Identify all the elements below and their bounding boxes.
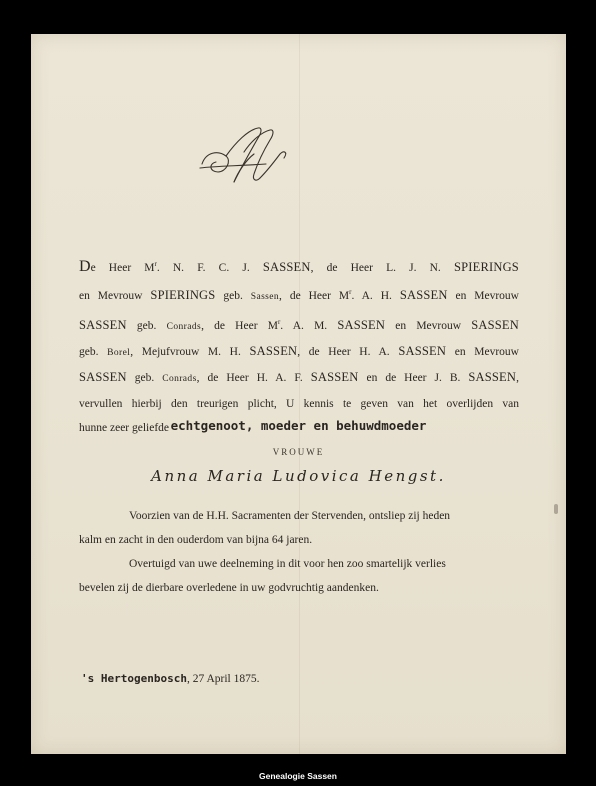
surname: SPIERINGS — [453, 259, 519, 274]
death-notice-paragraph — [79, 504, 519, 600]
place-name: 's Hertogenbosch — [81, 672, 187, 685]
text-run: en Mevrouw — [446, 345, 519, 358]
deceased-name: Anna Maria Ludovica Hengst. — [151, 467, 446, 485]
text-run: e Heer M — [90, 261, 155, 274]
text-run: geb. — [79, 345, 108, 358]
text-run: en Mevrouw — [447, 290, 519, 303]
maiden-name: Borel — [107, 347, 131, 358]
announcement-line-5 — [79, 365, 519, 392]
superscript: r — [349, 288, 352, 297]
text-run: , — [516, 372, 519, 385]
announcement-line-4 — [79, 339, 519, 366]
announcement-line-2 — [79, 280, 519, 309]
notice-line-3: Overtuigd van uwe deelneming in dit voor hen zoo smartelijk verlies — [129, 558, 446, 570]
text-run: geb. — [215, 290, 251, 303]
announcement-line-1 — [79, 252, 519, 280]
announcement-line-6: vervullen hierbij den treurigen plicht, U kennis te geven van het overlijden van — [79, 397, 519, 410]
mourning-card — [31, 34, 566, 754]
notice-line-1: Voorzien van de H.H. Sacramenten der Stervenden, ontsliep zij heden — [129, 510, 451, 522]
text-run: en Mevrouw — [79, 290, 151, 303]
text-run: . A. H. — [351, 290, 400, 303]
paper-blemish — [554, 504, 558, 514]
text-run: geb. — [126, 319, 167, 332]
text-run: , Mejufvrouw M. H. — [130, 345, 250, 358]
maiden-name: Sassen — [250, 292, 280, 303]
date: , 27 April 1875. — [186, 673, 260, 685]
announcement-line-7: hunne zeer geliefde — [79, 422, 170, 435]
text-run: en de Heer J. B. — [358, 372, 469, 385]
title-vrouwe: VROUWE — [272, 447, 325, 457]
surname: SASSEN — [399, 288, 448, 303]
text-run: geb. — [126, 372, 163, 385]
text-run: , de Heer H. A. F. — [196, 372, 311, 385]
superscript: r — [277, 317, 281, 326]
surname: SASSEN — [398, 343, 447, 358]
notice-line-4: bevelen zij de dierbare overledene in uw godvruchtig aandenken. — [79, 582, 379, 594]
source-credit: Genealogie Sassen — [259, 771, 337, 781]
text-run: . A. M. — [280, 319, 338, 332]
text-run: , de Heer L. J. N. — [310, 261, 454, 274]
surname: SASSEN — [468, 370, 517, 385]
text-run: en Mevrouw — [385, 319, 472, 332]
announcement-paragraph — [79, 252, 519, 441]
monogram-m-flourish — [196, 122, 297, 192]
place-and-date — [81, 672, 259, 685]
text-run: , de Heer H. A. — [297, 345, 399, 358]
monogram-letter: M — [296, 122, 297, 123]
notice-line-2: kalm en zacht in den ouderdom van bijna 64 jaren. — [79, 534, 313, 546]
maiden-name: Conrads — [166, 321, 202, 332]
superscript: r — [154, 260, 157, 268]
surname: SPIERINGS — [150, 288, 216, 303]
surname: SASSEN — [79, 317, 127, 332]
surname: SASSEN — [262, 259, 311, 274]
surname: SASSEN — [337, 317, 386, 332]
text-run: , de Heer M — [279, 290, 350, 303]
maiden-name: Conrads — [162, 374, 197, 385]
text-run: , de Heer M — [201, 319, 278, 332]
surname: SASSEN — [79, 370, 127, 385]
drop-cap: D — [79, 257, 91, 275]
text-run: . N. F. C. J. — [156, 261, 263, 274]
surname: SASSEN — [249, 343, 298, 358]
announcement-line-3 — [79, 310, 519, 339]
surname: SASSEN — [310, 370, 359, 385]
surname: SASSEN — [471, 317, 519, 332]
relation-heading: echtgenoot, moeder en behuwdmoeder — [170, 418, 427, 433]
